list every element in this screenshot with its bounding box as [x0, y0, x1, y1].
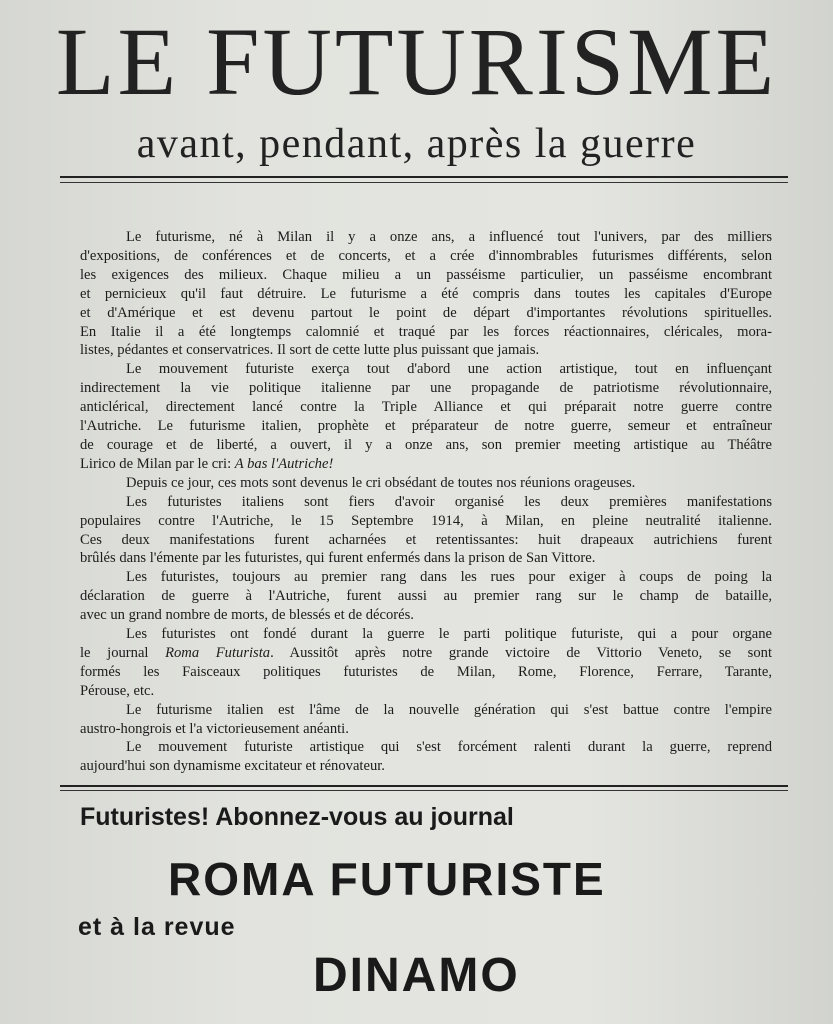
paragraph-line [80, 549, 772, 568]
subscribe-callout: Futuristes! Abonnez-vous au journal [80, 803, 514, 831]
poster-subtitle: avant, pendant, après la guerre [136, 121, 697, 167]
line-text: et pernicieux qu'il faut détruire. Le futurisme a été compris dans toutes les capitales d'Europe [80, 285, 772, 302]
line-text: formés les Faisceaux politiques futuristes de Milan, Rome, Florence, Ferrare, Tarante, [80, 663, 772, 680]
line-text: les exigences des milieux. Chaque milieu a un passéisme particulier, un passéisme encombrant [80, 266, 772, 283]
paragraph-line [80, 455, 772, 474]
paragraph-line [80, 436, 772, 455]
line-text: le journal [80, 644, 166, 661]
paragraph-line [80, 644, 772, 663]
line-text: Le mouvement futuriste artistique qui s'est forcément ralenti durant la guerre, reprend [126, 739, 772, 756]
line-text: déclaration de guerre à l'Autriche, furent aussi au premier rang sur le champ de bataille, [80, 588, 772, 605]
line-text: indirectement la vie politique italienne par une propagande de patriotisme révolutionnaire, [80, 380, 772, 397]
line-text: listes, pédantes et conservatrices. Il sort de cette lutte plus puissant que jamais. [80, 342, 540, 359]
paragraph-line [80, 379, 772, 398]
line-text: anticlérical, directement lancé contre la Triple Alliance et qui préparait notre guerre contre [80, 399, 772, 416]
paragraph-line [80, 474, 772, 493]
revue-callout: et à la revue [78, 913, 236, 941]
paragraph-line [80, 568, 772, 587]
paragraph-line [80, 663, 772, 682]
divider-top [60, 176, 788, 178]
line-text: Les futuristes italiens sont fiers d'avoir organisé les deux premières manifestations [126, 493, 772, 510]
poster-title: LE FUTURISME [55, 8, 778, 115]
paragraph-line [80, 417, 772, 436]
paragraph-line [80, 304, 772, 323]
revue-name: DINAMO [313, 949, 520, 1002]
paragraph-line [80, 228, 772, 247]
line-text: En Italie il a été longtemps calomnié et traqué par les forces réactionnaires, cléricales, mora- [80, 323, 772, 340]
line-text: d'expositions, de conférences et de concerts, et a crée d'innombrables futurismes différents, selon [80, 247, 772, 264]
paragraph-line [80, 587, 772, 606]
paragraph-line [80, 757, 772, 776]
line-text: Depuis ce jour, ces mots sont devenus le cri obsédant de toutes nos réunions orageuses. [126, 474, 636, 491]
paragraph-line [80, 398, 772, 417]
paragraph-line [80, 285, 772, 304]
paragraph-line [80, 625, 772, 644]
line-text: Ces deux manifestations furent acharnées et retentissantes: huit drapeaux autrichiens furent [80, 531, 772, 548]
paragraph-line [80, 701, 772, 720]
line-text: de courage et de liberté, a ouvert, il y a onze ans, son premier meeting artistique au Théâtre [80, 436, 772, 453]
line-text: Le mouvement futuriste exerça tout d'abord une action artistique, tout en influençant [126, 361, 772, 378]
paragraph-line [80, 493, 772, 512]
line-text: . Aussitôt après notre grande victoire de Vittorio Veneto, se sont [270, 644, 772, 661]
line-text: aujourd'hui son dynamisme excitateur et rénovateur. [80, 758, 385, 775]
line-text: Le futurisme, né à Milan il y a onze ans, a influencé tout l'univers, par des milliers [126, 229, 772, 245]
line-text: brûlés dans l'émente par les futuristes, qui furent enfermés dans la prison de San Vittore. [80, 550, 596, 567]
article-body [80, 228, 772, 776]
divider-bottom [60, 785, 788, 787]
line-text: Lirico de Milan par le cri: [80, 455, 235, 472]
journal-name: ROMA FUTURISTE [168, 853, 606, 905]
paragraph-line [80, 531, 772, 550]
paragraph-line [80, 247, 772, 266]
paragraph-line [80, 720, 772, 739]
divider-top-thin [60, 182, 788, 183]
line-text: Pérouse, etc. [80, 682, 155, 699]
paragraph-line [80, 323, 772, 342]
line-text: et d'Amérique et est devenu partout le point de départ d'importantes révolutions spirituelles. [80, 304, 772, 321]
paragraph-line [80, 341, 772, 360]
line-text: Les futuristes ont fondé durant la guerre le parti politique futuriste, qui a pour organe [126, 626, 772, 643]
line-text: austro-hongrois et l'a victorieusement anéanti. [80, 720, 349, 737]
divider-bottom-thin [60, 790, 788, 791]
paragraph-line [80, 512, 772, 531]
italic-journal-name: Roma Futurista [165, 644, 271, 661]
paragraph-line [80, 360, 772, 379]
paragraph-line [80, 682, 772, 701]
paragraph-line [80, 738, 772, 757]
paragraph-line [80, 606, 772, 625]
italic-slogan: A bas l'Autriche! [234, 455, 334, 472]
line-text: Les futuristes, toujours au premier rang dans les rues pour exiger à coups de poing la [126, 569, 772, 586]
paragraph-line [80, 266, 772, 285]
line-text: Le futurisme italien est l'âme de la nouvelle génération qui s'est battue contre l'empire [126, 701, 772, 718]
line-text: l'Autriche. Le futurisme italien, prophète et préparateur de notre guerre, semeur et entraîneur [80, 418, 772, 435]
line-text: populaires contre l'Autriche, le 15 Septembre 1914, à Milan, en pleine neutralité italienne. [80, 512, 772, 529]
line-text: avec un grand nombre de morts, de blessés et de décorés. [80, 607, 414, 624]
